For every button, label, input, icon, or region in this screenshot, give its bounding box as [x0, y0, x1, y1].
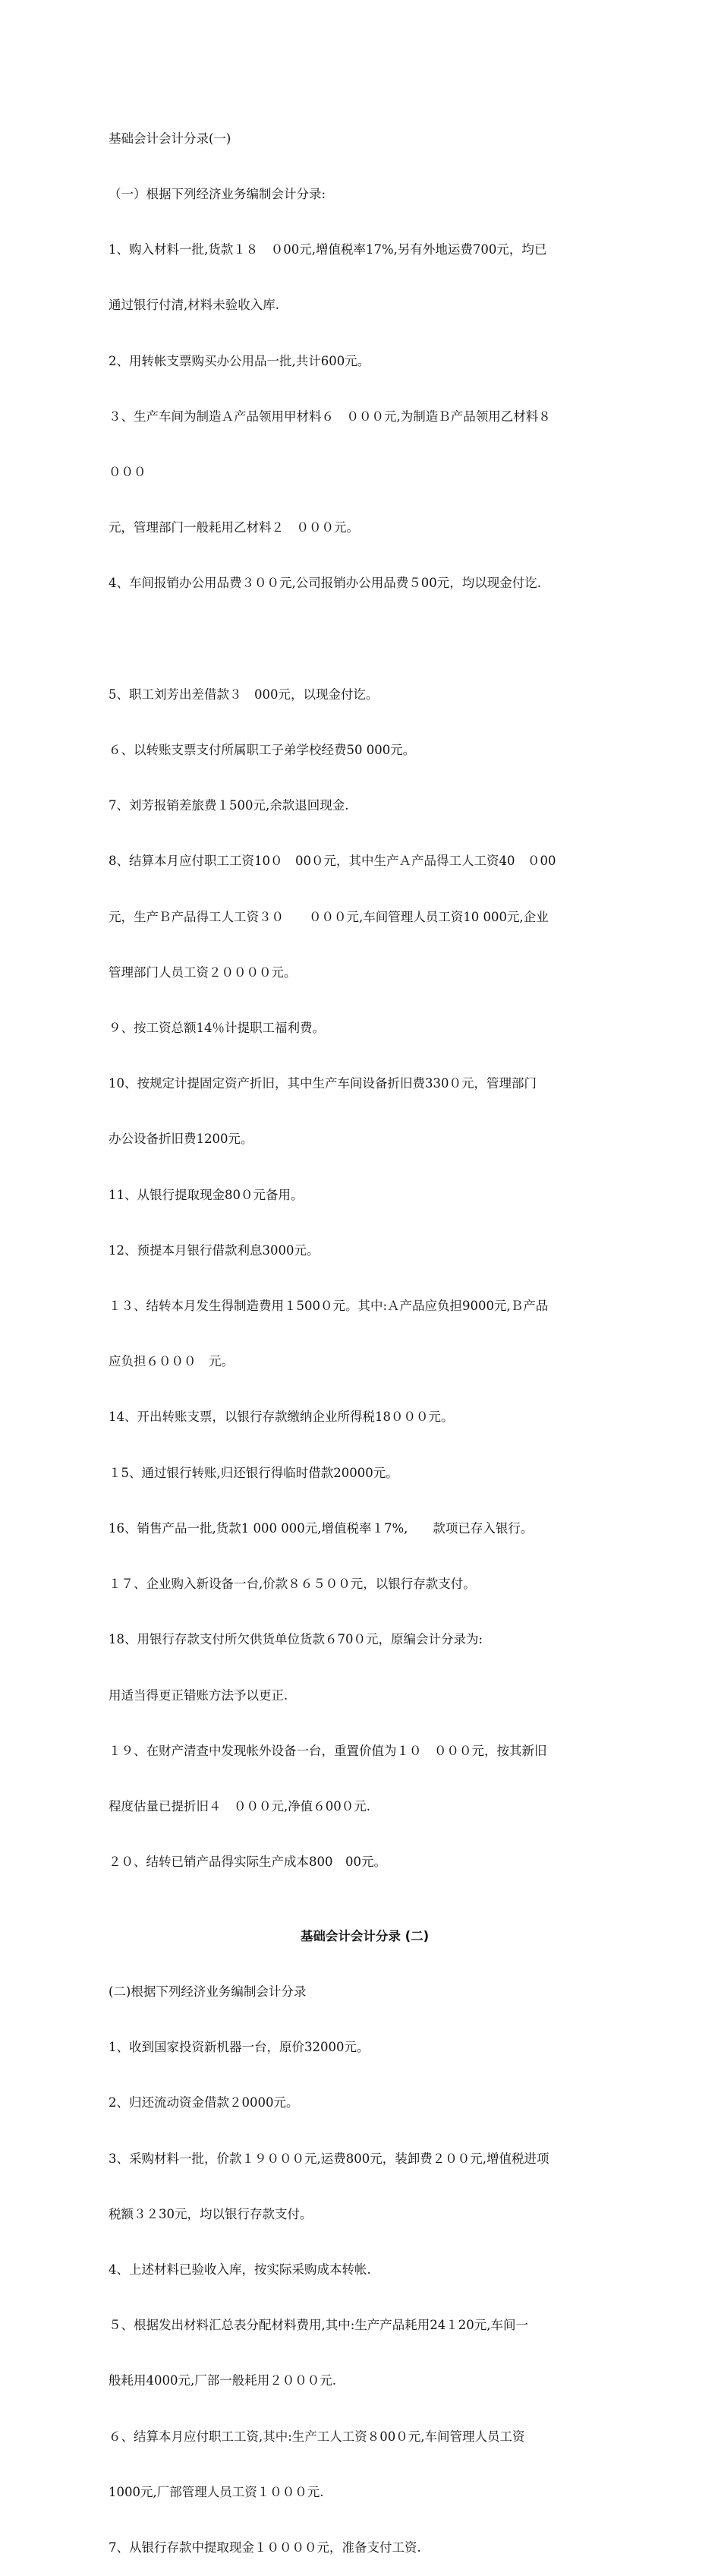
entry-line: 办公设备折旧费1200元。	[109, 1132, 253, 1147]
entry-line: 元，生产Ｂ产品得工人工资３０ ０００元,车间管理人员工资10 000元,企业	[109, 909, 549, 924]
entry-line: １３、结转本月发生得制造费用１500０元。其中:Ａ产品应负担9000元,Ｂ产品	[109, 1299, 549, 1314]
entry-line: 2、归还流动资金借款２0000元。	[109, 2095, 299, 2110]
entry-line: 18、用银行存款支付所欠供货单位货款６70０元，原编会计分录为:	[109, 1632, 483, 1647]
entry-line: 16、销售产品一批,货款1 000 000元,增值税率１7%, 款项已存入银行。	[109, 1520, 534, 1536]
section1-subtitle: （一）根据下列经济业务编制会计分录:	[109, 187, 326, 202]
entry-line: 11、从银行提取现金80０元备用。	[109, 1187, 304, 1202]
entry-line: 1000元,厂部管理人员工资１０００元.	[109, 2484, 324, 2499]
entry-line: ３、生产车间为制造Ａ产品领用甲材料６ ０００元,为制造Ｂ产品领用乙材料８	[109, 409, 551, 424]
entry-line: 元，管理部门一般耗用乙材料２ ０００元。	[109, 520, 359, 535]
entry-line: 8、结算本月应付职工工资10０ 00０元，其中生产Ａ产品得工人工资40 ０00	[109, 854, 556, 869]
section1-title: 基础会计会计分录(一)	[109, 131, 231, 146]
entry-line: 2、用转帐支票购买办公用品一批,共计600元。	[109, 353, 370, 368]
entry-line: 7、从银行存款中提取现金１００００元，准备支付工资.	[109, 2540, 421, 2555]
entry-line: 7、刘芳报销差旅费１500元,余款退回现金.	[109, 798, 349, 813]
entry-line: １5、通过银行转账,归还银行得临时借款20000元。	[109, 1465, 398, 1480]
blank-line	[109, 630, 621, 649]
entry-line: ２０、结转已销产品得实际生产成本800 00元。	[109, 1855, 386, 1870]
entry-line: 5、职工刘芳出差借款３ 000元，以现金付讫。	[109, 687, 379, 702]
entry-line: 10、按规定计提固定资产折旧，其中生产车间设备折旧费330０元，管理部门	[109, 1076, 537, 1091]
entry-line: 管理部门人员工资２００００元。	[109, 964, 297, 980]
entry-line: ６、以转账支票支付所属职工子弟学校经费50 000元。	[109, 743, 416, 758]
entry-line: 12、预提本月银行借款利息3000元。	[109, 1242, 320, 1258]
entry-line: 3、采购材料一批，价款１９０００元,运费800元，装卸费２００元,增值税进项	[109, 2151, 549, 2166]
entry-line: ５、根据发出材料汇总表分配材料费用,其中:生产产品耗用24１20元,车间一	[109, 2318, 529, 2333]
section2-title: 基础会计会计分录 (二)	[300, 1928, 430, 1943]
entry-line: ６、结算本月应付职工工资,其中:生产工人工资８00０元,车间管理人员工资	[109, 2429, 525, 2444]
entry-line: 税额３２30元，均以银行存款支付。	[109, 2206, 313, 2221]
entry-line: 般耗用4000元,厂部一般耗用２０００元.	[109, 2373, 336, 2388]
entry-line: 4、上述材料已验收入库，按实际采购成本转帐.	[109, 2262, 371, 2277]
entry-line: 1、购入材料一批,货款１８ ０00元,增值税率17%,另有外地运费700元，均已	[109, 242, 547, 257]
entry-line: １９、在财产清查中发现帐外设备一台，重置价值为１０ ０００元，按其新旧	[109, 1743, 547, 1758]
entry-line: １７、企业购入新设备一台,价款８６５００元，以银行存款支付。	[109, 1577, 476, 1592]
entry-line: 4、车间报销办公用品费３００元,公司报销办公用品费５00元，均以现金付讫.	[109, 576, 541, 591]
entry-line: 通过银行付清,材料未验收入库.	[109, 298, 279, 313]
entry-line: 14、开出转账支票，以银行存款缴纳企业所得税18０００元。	[109, 1410, 454, 1425]
entry-line: 程度估量已提折旧４ ０００元,净值６00０元.	[109, 1798, 370, 1814]
entry-line: ０００	[109, 465, 146, 480]
entry-line: 应负担６０００ 元。	[109, 1354, 234, 1369]
document-page	[109, 93, 621, 2576]
entry-line: ９、按工资总额14％计提职工福利费。	[109, 1021, 325, 1036]
entry-line: 1、收到国家投资新机器一台，原价32000元。	[109, 2040, 370, 2055]
section2-subtitle: (二)根据下列经济业务编制会计分录	[109, 1984, 307, 1999]
entry-line: 用适当得更正错账方法予以更正.	[109, 1687, 288, 1703]
